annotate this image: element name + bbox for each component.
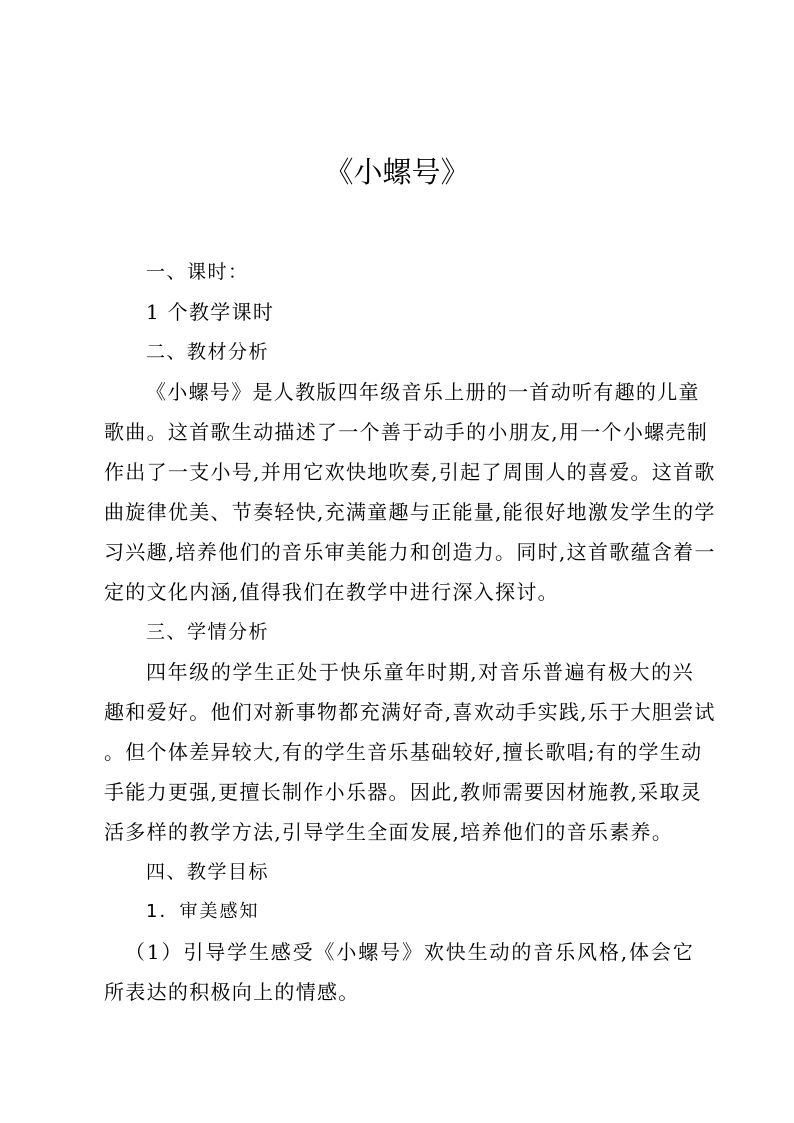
document-title: 《小螺号》 xyxy=(324,155,470,189)
paragraph-line: 。但个体差异较大,有的学生音乐基础较好,擅长歌唱;有的学生动 xyxy=(104,740,703,764)
paragraph-line: （1）引导学生感受《小螺号》欢快生动的音乐风格,体会它 xyxy=(125,940,694,964)
document-body xyxy=(104,252,716,1012)
paragraph-line: 手能力更强,更擅长制作小乐器。因此,教师需要因材施教,采取灵 xyxy=(104,780,703,804)
paragraph-line: 四年级的学生正处于快乐童年时期,对音乐普遍有极大的兴 xyxy=(146,660,694,684)
paragraph-line: 定的文化内涵,值得我们在教学中进行深入探讨。 xyxy=(104,580,559,604)
section-heading-student-analysis: 三、学情分析 xyxy=(146,621,270,643)
section-heading-teaching-objectives: 四、教学目标 xyxy=(146,861,270,883)
section-heading-class-hours: 一、课时： xyxy=(146,261,249,283)
paragraph-line: 所表达的积极向上的情感。 xyxy=(104,980,360,1004)
paragraph-line: 《小螺号》是人教版四年级音乐上册的一首动听有趣的儿童 xyxy=(146,380,700,404)
paragraph-line: 习兴趣,培养他们的音乐审美能力和创造力。同时,这首歌蕴含着一 xyxy=(104,540,716,564)
subheading-aesthetic-perception: 1．审美感知 xyxy=(146,901,260,922)
paragraph-line: 作出了一支小号,并用它欢快地吹奏,引起了周围人的喜爱。这首歌 xyxy=(104,460,716,484)
paragraph-line: 曲旋律优美、节奏轻快,充满童趣与正能量,能很好地激发学生的学 xyxy=(104,500,716,524)
paragraph-line: 歌曲。这首歌生动描述了一个善于动手的小朋友,用一个小螺壳制 xyxy=(104,420,709,444)
paragraph-line: 1 个教学课时 xyxy=(146,300,275,324)
section-heading-textbook-analysis: 二、教材分析 xyxy=(146,341,270,363)
paragraph-line: 趣和爱好。他们对新事物都充满好奇,喜欢动手实践,乐于大胆尝试 xyxy=(104,700,716,724)
paragraph-line: 活多样的教学方法,引导学生全面发展,培养他们的音乐素养。 xyxy=(104,820,674,844)
